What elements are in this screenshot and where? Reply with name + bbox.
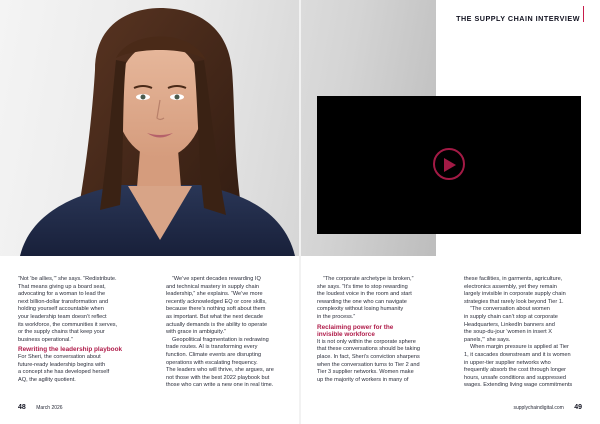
paragraph: Geopolitical fragmentation is redrawing trade routes. AI is transforming every function. Climate events are disrupting operations with escalating frequency. The leaders who will thrive, she argues, are not those with the best 2022 playbook but those who can write a new one in real time. xyxy=(166,336,274,389)
paragraph: “Not ‘be allies,’” she says. “Redistribute. That means giving up a board seat, advocating for a woman to lead the next billion-dollar transformation and holding yourself accountable when your leadership team doesn’t reflect its workforce, the communities it serves, or the supply chains that keep your business operational.” xyxy=(18,276,118,343)
article-column-2 xyxy=(166,276,284,390)
footer-right xyxy=(514,404,583,411)
paragraph: “The corporate archetype is broken,” she says. “It’s time to stop rewarding the loudest voice in the room and start rewarding the one who can navigate complexity without losing humanity in the process.” xyxy=(317,276,414,320)
paragraph: For Sheri, the conversation about future-ready leadership begins with a concept she has developed herself AQ, the agility quotient. xyxy=(18,353,110,383)
issue-date: March 2026 xyxy=(36,405,63,411)
article-column-3 xyxy=(317,276,435,384)
article-column-4 xyxy=(464,276,582,390)
website-link[interactable]: supplychaindigital.com xyxy=(513,405,564,411)
page-number: 48 xyxy=(18,404,26,411)
play-button[interactable] xyxy=(433,148,465,180)
paragraph: “We’ve spent decades rewarding IQ and technical mastery in supply chain leadership,” she explains. “We’ve more recently acknowledged EQ or core skills, because there’s nothing soft about them as important. But what the next decade actually demands is the ability to operate with grace in ambiguity.” xyxy=(166,276,268,336)
paragraph: “The conversation about women in supply chain can’t stop at corporate Headquarters, LinkedIn banners and the soup-du-jour ‘women in insert X panels,’” she says. xyxy=(464,306,558,343)
subheading: Rewriting the leadership playbook xyxy=(18,346,123,354)
paragraph: When margin pressure is applied at Tier 1, it cascades downstream and it is women in upper-tier supplier networks who frequently absorb the cost through longer hours, unsafe conditions and suppressed wages. Extending living wage commitments xyxy=(464,344,573,389)
header-accent-rule xyxy=(583,6,585,22)
subheading: Reclaiming power for the invisible workforce xyxy=(317,323,394,339)
page-number: 49 xyxy=(574,404,582,411)
paragraph: It is not only within the corporate sphere that these conversations should be taking place. In fact, Sheri’s conviction sharpens when the conversation turns to Tier 2 and Tier 3 supplier networks. Women make up the majority of workers in many of xyxy=(317,338,420,383)
paragraph: these facilities, in garments, agriculture, electronics assembly, yet they remain largely invisible in corporate supply chain strategies that rarely look beyond Tier 1. xyxy=(464,276,566,305)
video-player[interactable] xyxy=(317,96,581,234)
section-title: THE SUPPLY CHAIN INTERVIEW xyxy=(456,14,580,23)
page-header xyxy=(436,0,600,36)
article-column-1 xyxy=(18,276,134,384)
play-icon xyxy=(443,157,457,173)
footer-left xyxy=(18,404,63,411)
page-gutter xyxy=(299,0,301,424)
